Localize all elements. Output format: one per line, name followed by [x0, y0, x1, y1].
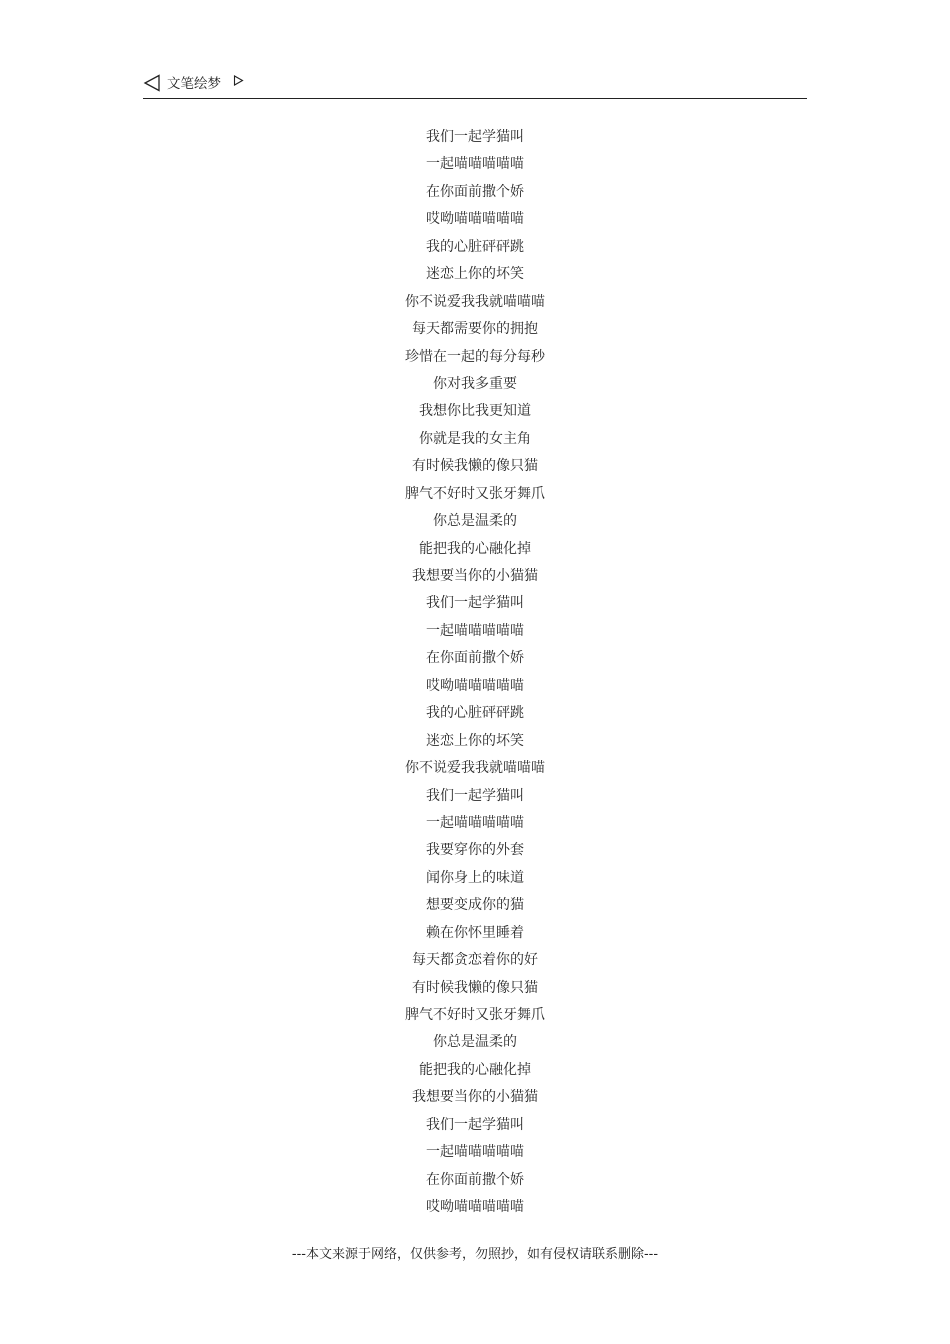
lyric-line: 哎呦喵喵喵喵喵 — [426, 1199, 524, 1216]
page-header — [143, 72, 807, 99]
lyric-line: 能把我的心融化掉 — [419, 1061, 531, 1078]
lyric-line: 我们一起学猫叫 — [426, 595, 524, 612]
lyric-line: 我们一起学猫叫 — [426, 787, 524, 804]
lyric-line: 你总是温柔的 — [433, 513, 517, 530]
lyric-line: 赖在你怀里睡着 — [426, 924, 524, 941]
lyric-line: 你总是温柔的 — [433, 1034, 517, 1051]
footer-notice: ---本文来源于网络，仅供参考，勿照抄，如有侵权请联系删除--- — [291, 1247, 659, 1262]
header-title: 文笔绘梦 — [167, 76, 221, 92]
lyric-line: 我们一起学猫叫 — [426, 129, 524, 145]
lyric-line: 哎呦喵喵喵喵喵 — [426, 677, 524, 694]
triangle-right-outline-icon — [233, 75, 244, 86]
lyric-line: 你不说爱我我就喵喵喵 — [405, 293, 545, 310]
lyric-line: 哎呦喵喵喵喵喵 — [426, 211, 524, 228]
lyric-line: 我的心脏砰砰跳 — [426, 705, 524, 722]
lyric-line: 每天都需要你的拥抱 — [412, 321, 538, 338]
lyric-line: 一起喵喵喵喵喵 — [426, 156, 524, 173]
lyric-line: 有时候我懒的像只猫 — [412, 979, 538, 996]
lyric-line: 珍惜在一起的每分每秒 — [405, 348, 545, 365]
lyric-line: 迷恋上你的坏笑 — [426, 266, 524, 283]
lyric-line: 迷恋上你的坏笑 — [426, 732, 524, 749]
lyric-line: 一起喵喵喵喵喵 — [426, 622, 524, 639]
lyric-line: 在你面前撒个娇 — [426, 1171, 524, 1188]
lyric-line: 我的心脏砰砰跳 — [426, 238, 524, 255]
lyric-line: 脾气不好时又张牙舞爪 — [405, 485, 545, 502]
lyric-line: 想要变成你的猫 — [426, 897, 524, 914]
lyric-line: 脾气不好时又张牙舞爪 — [405, 1007, 545, 1023]
lyric-line: 我想要当你的小猫猫 — [412, 568, 538, 584]
lyric-line: 闻你身上的味道 — [426, 869, 524, 886]
lyric-line: 一起喵喵喵喵喵 — [426, 1144, 524, 1161]
lyric-line: 我想你比我更知道 — [419, 403, 531, 420]
lyric-line: 每天都贪恋着你的好 — [412, 952, 538, 969]
lyric-line: 我想要当你的小猫猫 — [412, 1089, 538, 1106]
lyric-line: 我要穿你的外套 — [426, 842, 524, 859]
lyric-line: 在你面前撒个娇 — [426, 650, 524, 667]
triangle-left-outline-icon — [143, 74, 161, 92]
lyrics-list — [0, 124, 950, 1222]
lyric-line: 你不说爱我我就喵喵喵 — [405, 760, 545, 777]
lyric-line: 你对我多重要 — [433, 375, 517, 392]
lyric-line: 你就是我的女主角 — [419, 430, 531, 447]
lyric-line: 能把我的心融化掉 — [419, 540, 531, 557]
lyric-line: 有时候我懒的像只猫 — [412, 458, 538, 475]
lyric-line: 一起喵喵喵喵喵 — [426, 814, 524, 831]
lyric-line: 我们一起学猫叫 — [426, 1116, 524, 1133]
lyric-line: 在你面前撒个娇 — [426, 183, 524, 200]
